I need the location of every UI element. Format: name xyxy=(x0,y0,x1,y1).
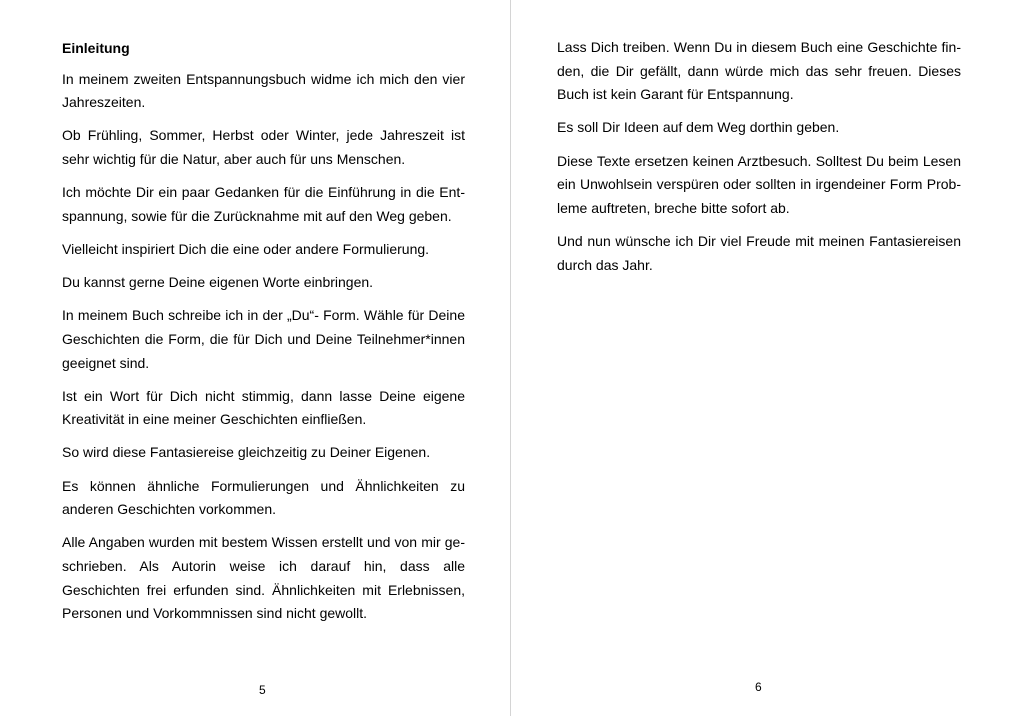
left-page-body xyxy=(62,37,465,635)
section-heading: Einleitung xyxy=(62,40,130,56)
paragraph: Ob Frühling, Sommer, Herbst oder Winter, jede Jahreszeit ist sehr wichtig für die Natur, aber auch für uns Menschen. xyxy=(62,127,465,167)
paragraph: Diese Texte ersetzen keinen Arztbesuch. Solltest Du beim Lesen ein Unwohlsein verspüren oder sollten in irgendeiner Form Probleme auftreten, breche bitte sofort ab. xyxy=(557,152,961,216)
paragraph: Alle Angaben wurden mit bestem Wissen erstellt und von mir geschrieben. Als Autorin weise ich darauf hin, dass alle Geschichten frei erfunden sind. Ähnlichkeiten mit Erlebnissen, Personen und Vorkommnissen sind nicht gewollt. xyxy=(62,534,465,622)
paragraph: Vielleicht inspiriert Dich die eine oder andere Formulierung. xyxy=(62,240,430,257)
paragraph: Ich möchte Dir ein paar Gedanken für die Einführung in die Entspannung, sowie für die Zurücknahme mit auf den Weg geben. xyxy=(62,184,465,224)
paragraph: Und nun wünsche ich Dir viel Freude mit meinen Fantasiereisen durch das Jahr. xyxy=(557,232,961,273)
right-page-body xyxy=(557,36,961,287)
paragraph: Es können ähnliche Formulierungen und Ähnlichkeiten zu anderen Geschichten vorkommen. xyxy=(62,477,465,518)
page-number: 5 xyxy=(259,683,266,697)
paragraph: Du kannst gerne Deine eigenen Worte einbringen. xyxy=(62,274,374,291)
paragraph: Ist ein Wort für Dich nicht stimmig, dann lasse Deine eigene Kreativität in eine meiner Geschichten einfließen. xyxy=(62,387,465,428)
paragraph: Es soll Dir Ideen auf dem Weg dorthin geben. xyxy=(557,119,840,136)
page-number: 6 xyxy=(755,680,762,694)
paragraph: In meinem zweiten Entspannungsbuch widme ich mich den vier Jahreszeiten. xyxy=(62,70,465,111)
paragraph: In meinem Buch schreibe ich in der „Du“- Form. Wähle für Deine Geschichten die Form, die für Dich und Deine Teilnehmer*innen geeignet sind. xyxy=(62,307,465,371)
right-page xyxy=(511,0,1020,716)
paragraph: So wird diese Fantasiereise gleichzeitig zu Deiner Eigenen. xyxy=(62,444,431,461)
paragraph: Lass Dich treiben. Wenn Du in diesem Buch eine Geschichte finden, die Dir gefällt, dann würde mich das sehr freuen. Dieses Buch ist kein Garant für Entspannung. xyxy=(557,39,961,103)
